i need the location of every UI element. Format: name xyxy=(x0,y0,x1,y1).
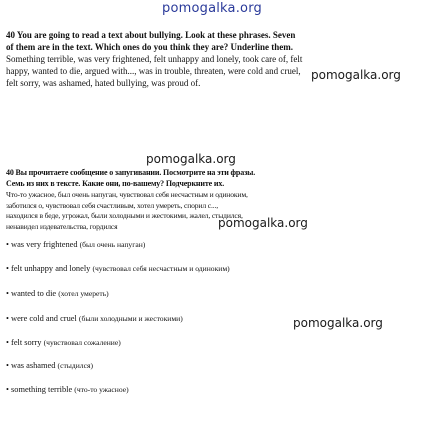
answer-item xyxy=(6,385,129,394)
phrases-ru xyxy=(6,190,426,211)
answer-ru: (были холодными и жестокими) xyxy=(78,314,183,323)
answer-ru: (чувствовал сожаление) xyxy=(43,338,121,347)
answer-en: • felt unhappy and lonely xyxy=(6,264,91,273)
phrases-line: happy, wanted to die, argued with..., was in trouble, threaten, were cold and cruel, xyxy=(6,65,301,76)
watermark-top: pomogalka.org xyxy=(162,1,262,16)
watermark: pomogalka.org xyxy=(311,68,401,82)
phrases-line: находился в беде, угрожал, были холодными и жестокими, жалел, стыдился, xyxy=(6,211,243,220)
watermark: pomogalka.org xyxy=(293,316,383,330)
phrases-line: ненавидел издевательства, гордился xyxy=(6,221,118,231)
phrases-ru-continued xyxy=(6,211,426,232)
phrases-line: заботился о, чувствовал себя счастливым, хотел умереть, спорил с..., xyxy=(6,200,218,210)
answer-item xyxy=(6,361,93,370)
answer-item xyxy=(6,314,183,323)
phrases-line: Something terrible, was very frightened, felt unhappy and lonely, took care of, felt xyxy=(6,54,303,64)
answer-en: • something terrible xyxy=(6,385,73,394)
answer-ru: (хотел умереть) xyxy=(58,289,109,298)
answer-ru: (что-то ужасное) xyxy=(74,385,129,394)
answer-item xyxy=(6,240,145,249)
phrases-line: felt sorry, was ashamed, hated bullying, was proud of. xyxy=(6,77,201,88)
heading-line: 40 Вы прочитаете сообщение о запугивании. Посмотрите на эти фразы. xyxy=(6,168,256,177)
phrases-line: Что-то ужасное, был очень напуган, чувствовал себя несчастным и одиноким, xyxy=(6,190,248,199)
answer-en: • was ashamed xyxy=(6,361,56,370)
heading-line: Семь из них в тексте. Какие они, по-вашему? Подчеркните их. xyxy=(6,178,225,188)
answer-en: • felt sorry xyxy=(6,338,42,347)
answer-item xyxy=(6,338,121,347)
heading-line: 40 You are going to read a text about bullying. Look at these phrases. Seven xyxy=(6,30,296,40)
phrases-en xyxy=(6,54,426,89)
exercise-heading-en xyxy=(6,30,426,54)
exercise-heading-ru xyxy=(6,168,426,189)
answer-item xyxy=(6,264,230,273)
answer-item xyxy=(6,289,109,298)
watermark: pomogalka.org xyxy=(146,152,236,166)
answer-ru: (стыдился) xyxy=(57,361,93,370)
answer-ru: (чувствовал себя несчастным и одиноким) xyxy=(92,264,230,273)
answer-en: • wanted to die xyxy=(6,289,57,298)
answer-en: • was very frightened xyxy=(6,240,78,249)
heading-line: of them are in the text. Which ones do you think they are? Underline them. xyxy=(6,41,293,52)
watermark: pomogalka.org xyxy=(218,216,308,230)
answer-ru: (был очень напуган) xyxy=(79,240,146,249)
answer-en: • were cold and cruel xyxy=(6,314,77,323)
